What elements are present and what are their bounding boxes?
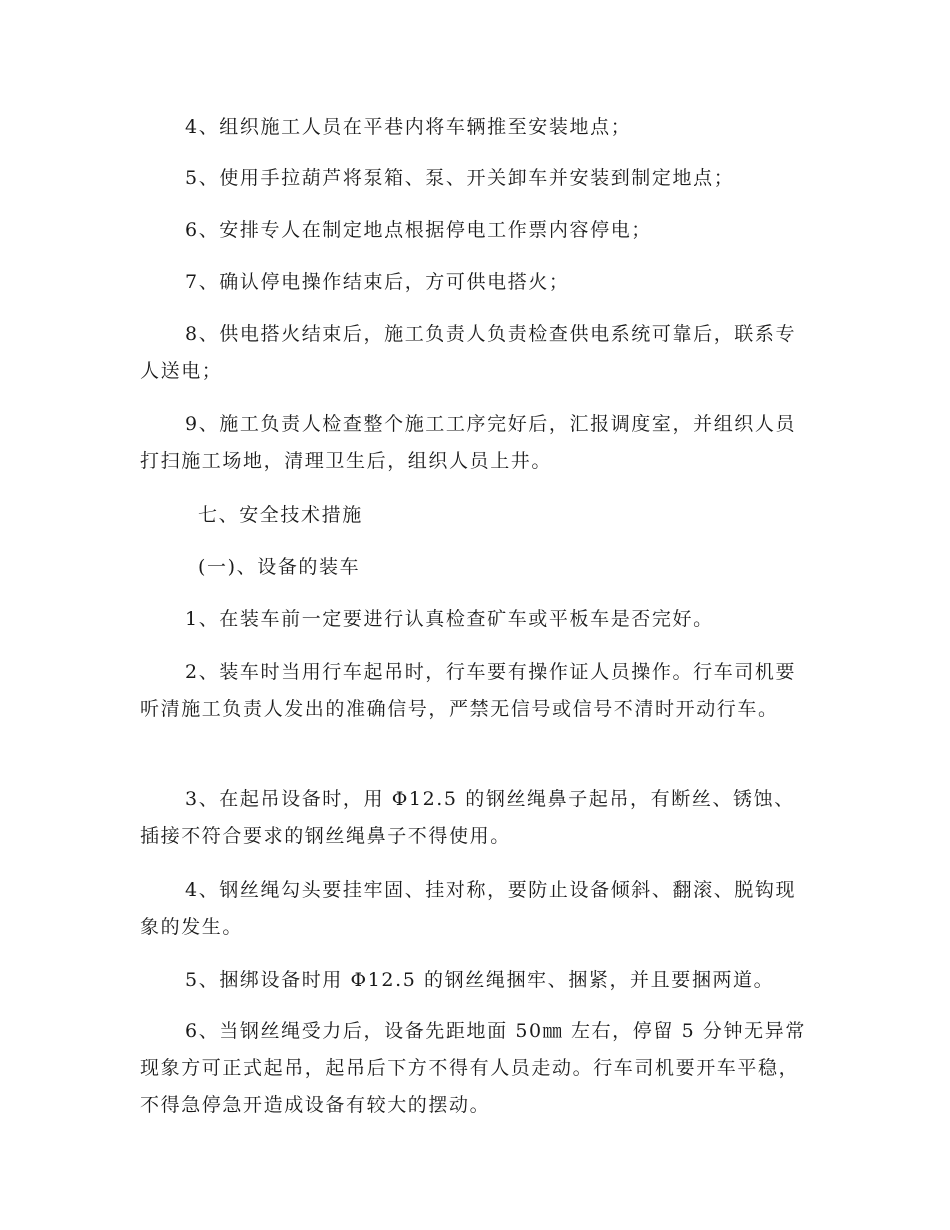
paragraph-measure-2: 2、装车时当用行车起吊时，行车要有操作证人员操作。行车司机要听清施工负责人发出的准确信号，严禁无信号或信号不清时开动行车。 [140,661,797,720]
paragraph-measure-3: 3、在起吊设备时，用 Φ12.5 的钢丝绳鼻子起吊，有断丝、锈蚀、插接不符合要求的钢丝绳鼻子不得使用。 [140,788,795,847]
paragraph-step-4: 4、组织施工人员在平巷内将车辆推至安装地点； [185,116,632,138]
paragraph-step-9: 9、施工负责人检查整个施工工序完好后，汇报调度室，并组织人员打扫施工场地，清理卫生后，组织人员上井。 [140,413,797,472]
subsection-heading-equipment-loading: (一)、设备的装车 [198,556,361,578]
paragraph-measure-6: 6、当钢丝绳受力后，设备先距地面 50㎜ 左右，停留 5 分钟无异常现象方可正式起吊，起吊后下方不得有人员走动。行车司机要开车平稳，不得急停急开造成设备有较大的摆动。 [140,1020,806,1116]
paragraph-step-5: 5、使用手拉葫芦将泵箱、泵、开关卸车并安装到制定地点； [185,167,735,189]
paragraph-step-8: 8、供电搭火结束后，施工负责人负责检查供电系统可靠后，联系专人送电； [140,323,797,382]
paragraph-step-7: 7、确认停电操作结束后，方可供电搭火； [185,271,570,293]
paragraph-measure-4: 4、钢丝绳勾头要挂牢固、挂对称，要防止设备倾斜、翻滚、脱钩现象的发生。 [140,879,797,938]
section-heading-safety-measures: 七、安全技术措施 [198,504,363,526]
paragraph-measure-1: 1、在装车前一定要进行认真检查矿车或平板车是否完好。 [185,608,714,630]
paragraph-step-6: 6、安排专人在制定地点根据停电工作票内容停电； [185,219,652,241]
paragraph-measure-5: 5、捆绑设备时用 Φ12.5 的钢丝绳捆牢、捆紧，并且要捆两道。 [185,969,775,991]
